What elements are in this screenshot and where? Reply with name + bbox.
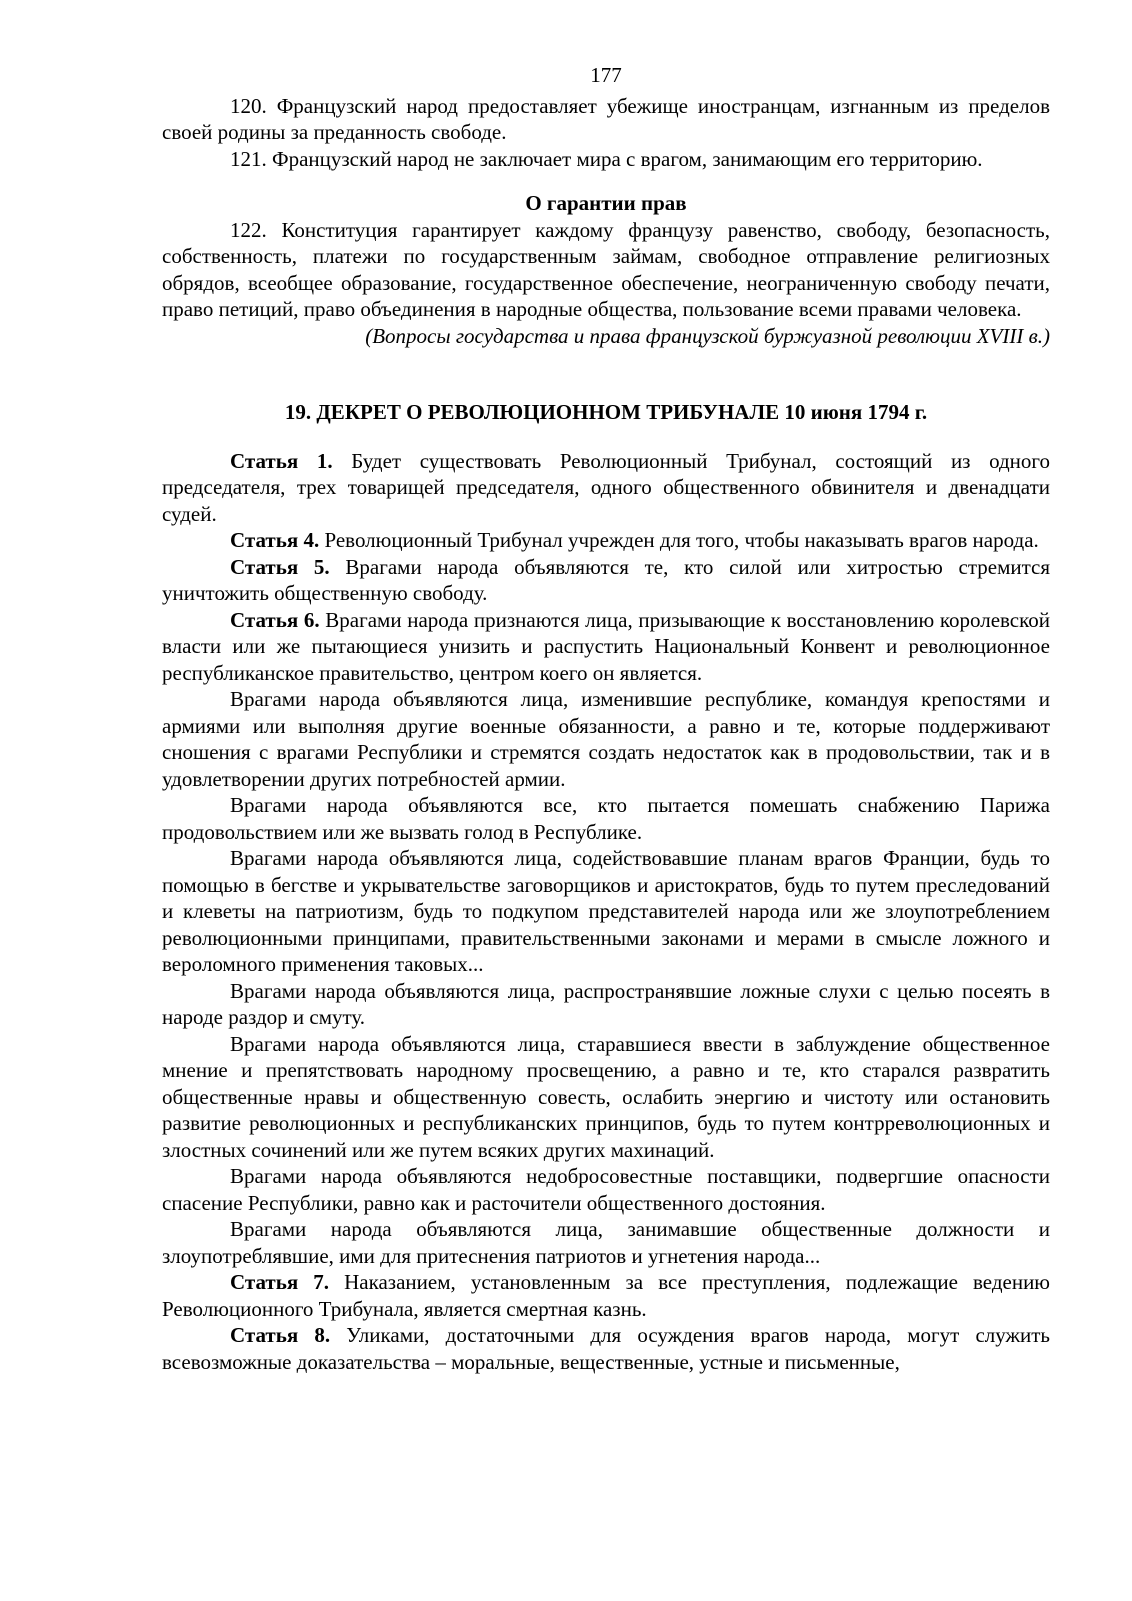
- decree-title: 19. ДЕКРЕТ О РЕВОЛЮЦИОННОМ ТРИБУНАЛЕ 10 июня 1794 г.: [284, 400, 928, 424]
- article-text: Уликами, достаточными для осуждения врагов народа, могут служить всевозможные доказательства – моральные, вещественные, устные и письменные,: [162, 1323, 1050, 1374]
- paragraph: Врагами народа объявляются недобросовестные поставщики, подвергшие опасности спасение Республики, равно как и расточители общественного достояния.: [162, 1164, 1050, 1215]
- article-label: Статья 8.: [230, 1323, 331, 1347]
- decree-article-1: [162, 448, 1050, 528]
- decree-article-4: [162, 527, 1050, 554]
- article-text: Наказанием, установленным за все преступления, подлежащие ведению Революционного Трибунала, является смертная казнь.: [162, 1270, 1051, 1321]
- article-120: 120. Французский народ предоставляет убежище иностранцам, изгнанным из пределов своей родины за преданность свободе.: [162, 93, 1050, 144]
- article-label: Статья 7.: [230, 1270, 330, 1294]
- paragraph: Врагами народа объявляются лица, изменившие республике, командуя крепостями и армиями или выполняя другие военные обязанности, а равно и те, которые поддерживают сношения с врагами Республики и стремятся создать недостаток как в продовольствии, так и в удовлетворении других потребностей армии.: [162, 687, 1050, 791]
- article-label: Статья 6.: [230, 607, 320, 632]
- paragraph: Врагами народа объявляются лица, старавшиеся ввести в заблуждение общественное мнение и препятствовать народному просвещению, а равно и те, кто старался развратить общественные нравы и общественную совесть, ослабить энергию и чистоту или остановить развитие революционных и республиканских принципов, будь то путем контрреволюционных и злостных сочинений или же путем всяких других махинаций.: [162, 1031, 1050, 1162]
- page-number: 177: [590, 63, 622, 87]
- article-text: Будет существовать Революционный Трибунал, состоящий из одного председателя, трех товарищей председателя, одного общественного обвинителя и двенадцати судей.: [162, 448, 1051, 526]
- decree-article-7: [162, 1269, 1050, 1322]
- source-citation: (Вопросы государства и права французской буржуазной революции XVIII в.): [365, 323, 1050, 348]
- article-text: Врагами народа объявляются те, кто силой или хитростью стремится уничтожить общественную свободу.: [162, 554, 1051, 605]
- article-label: Статья 1.: [230, 448, 333, 473]
- article-label: Статья 4.: [230, 528, 320, 552]
- paragraph: Врагами народа объявляются лица, занимавшие общественные должности и злоупотреблявшие, ими для притеснения патриотов и угнетения народа...: [162, 1217, 1050, 1268]
- article-122: 122. Конституция гарантирует каждому французу равенство, свободу, безопасность, собственность, платежи по государственным займам, свободное отправление религиозных обрядов, всеобщее образование, государственное обеспечение, неограниченную свободу печати, право петиций, право объединения в народные общества, пользование всеми правами человека.: [162, 217, 1050, 321]
- decree-article-6: [162, 607, 1050, 687]
- paragraph: Врагами народа объявляются все, кто пытается помешать снабжению Парижа продовольствием или же вызвать голод в Республике.: [162, 793, 1050, 844]
- article-121: 121. Французский народ не заключает мира с врагом, занимающим его территорию.: [230, 146, 983, 171]
- paragraph: Врагами народа объявляются лица, распространявшие ложные слухи с целью посеять в народе раздор и смуту.: [162, 978, 1050, 1029]
- paragraph: Врагами народа объявляются лица, содействовавшие планам врагов Франции, будь то помощью в бегстве и укрывательстве заговорщиков и аристократов, будь то путем преследований и клеветы на патриотизм, будь то подкупом представителей народа или же злоупотреблением революционными принципами, правительственными законами и мерами в смысле ложного и вероломного применения таковых...: [162, 846, 1050, 976]
- section-heading: О гарантии прав: [525, 191, 687, 215]
- article-label: Статья 5.: [230, 554, 330, 579]
- decree-article-8: [162, 1322, 1050, 1375]
- document-page: [162, 62, 1050, 1375]
- article-text: Врагами народа признаются лица, призывающие к восстановлению королевской власти или же пытающиеся унизить и распустить Национальный Конвент и революционное республиканское правительство, центром коего он является.: [162, 607, 1051, 685]
- article-text: Революционный Трибунал учрежден для того, чтобы наказывать врагов народа.: [319, 528, 1039, 552]
- decree-article-5: [162, 554, 1050, 607]
